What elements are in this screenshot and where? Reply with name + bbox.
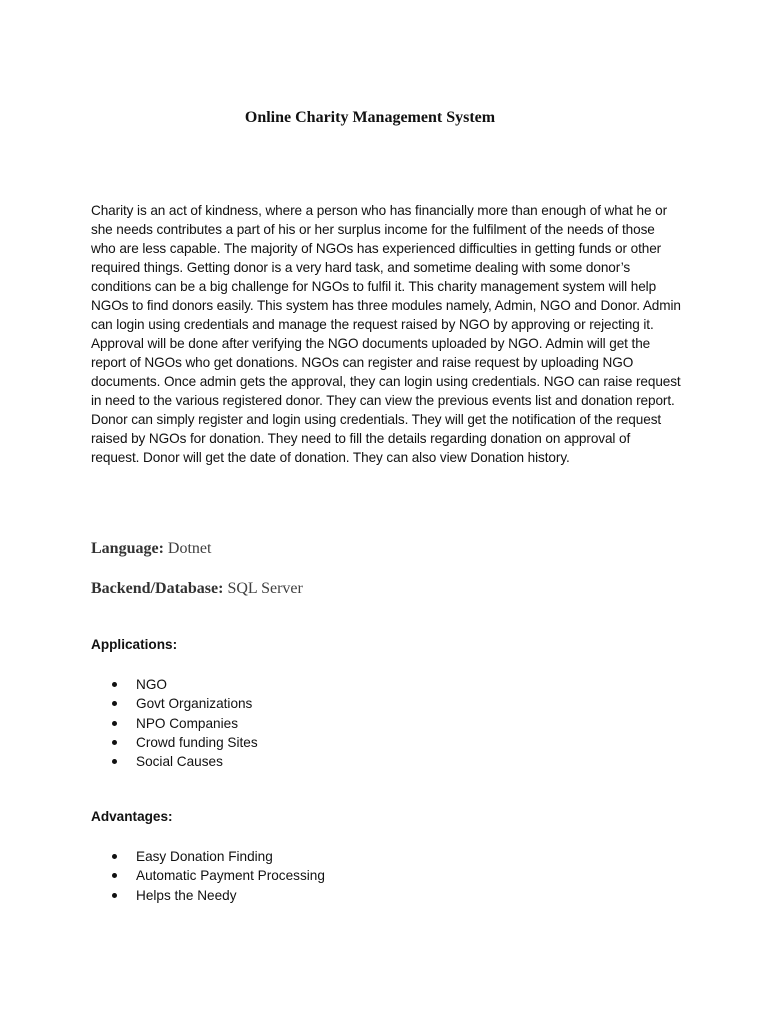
bullet-icon xyxy=(112,740,117,745)
list-item xyxy=(110,733,258,752)
list-item xyxy=(110,847,325,866)
applications-list xyxy=(110,675,258,771)
advantages-heading: Advantages: xyxy=(91,809,173,824)
bullet-icon xyxy=(112,682,117,687)
language-value: Dotnet xyxy=(167,540,212,557)
description-paragraph: Charity is an act of kindness, where a person who has financially more than enough of what he or she needs contributes a part of his or her surplus income for the fulfilment of the needs of those who are less capable. The majority of NGOs has experienced difficulties in getting funds or other required things. Getting donor is a very hard task, and sometime dealing with some donor’s conditions can be a big challenge for NGOs to fulfil it. This charity management system will help NGOs to find donors easily. This system has three modules namely, Admin, NGO and Donor. Admin can login using credentials and manage the request raised by NGO by approving or rejecting it. Approval will be done after verifying the NGO documents uploaded by NGO. Admin will get the report of NGOs who get donations. NGOs can register and raise request by uploading NGO documents. Once admin gets the approval, they can login using credentials. NGO can raise request in need to the various registered donor. They can view the previous events list and donation report. Donor can simply register and login using credentials. They will get the notification of the request raised by NGOs for donation. They need to fill the details regarding donation on approval of request. Donor will get the date of donation. They can also view Donation history. xyxy=(91,203,681,465)
list-item-text: NPO Companies xyxy=(136,715,238,731)
advantages-list xyxy=(110,847,325,905)
list-item-text: Easy Donation Finding xyxy=(136,849,273,864)
bullet-icon xyxy=(112,893,117,898)
list-item-text: Social Causes xyxy=(136,754,223,770)
list-item-text: Govt Organizations xyxy=(136,696,253,712)
language-label: Language: xyxy=(91,540,164,557)
list-item xyxy=(110,694,258,713)
backend-line xyxy=(91,580,303,598)
bullet-icon xyxy=(112,854,117,859)
backend-label: Backend/Database: xyxy=(91,580,224,597)
list-item xyxy=(110,866,325,885)
list-item xyxy=(110,886,325,905)
bullet-icon xyxy=(112,873,117,878)
bullet-icon xyxy=(112,759,117,764)
list-item xyxy=(110,752,258,771)
list-item-text: Helps the Needy xyxy=(136,887,237,903)
bullet-icon xyxy=(112,721,117,726)
list-item xyxy=(110,714,258,733)
language-line xyxy=(91,540,211,558)
bullet-icon xyxy=(112,701,117,706)
list-item-text: NGO xyxy=(136,677,167,692)
backend-value: SQL Server xyxy=(227,580,303,597)
page-title: Online Charity Management System xyxy=(244,109,496,126)
list-item xyxy=(110,675,258,694)
applications-heading: Applications: xyxy=(91,637,178,652)
list-item-text: Crowd funding Sites xyxy=(136,734,258,750)
list-item-text: Automatic Payment Processing xyxy=(136,868,325,884)
